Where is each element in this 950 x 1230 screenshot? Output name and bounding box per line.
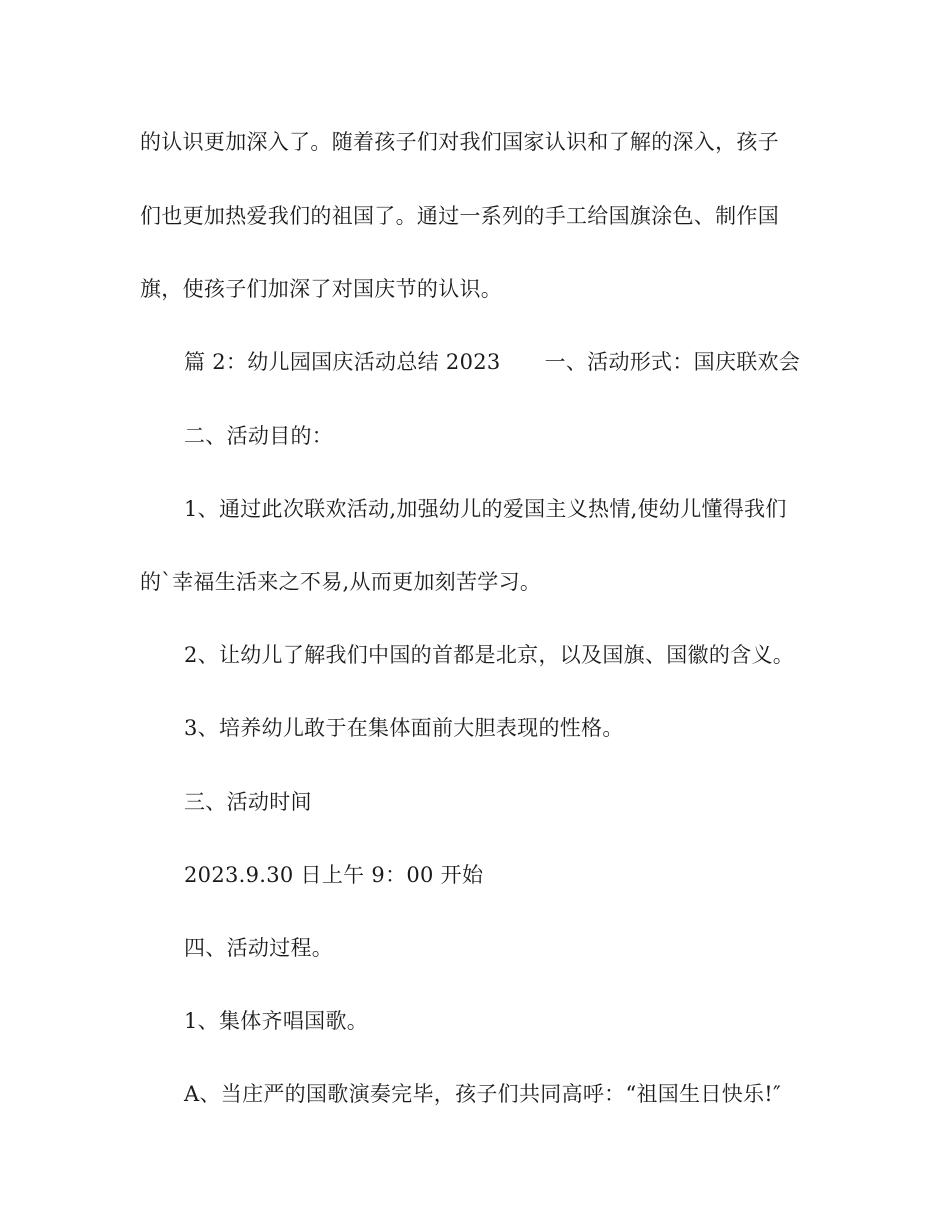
activity-time-value: 2023.9.30 日上午 9：00 开始	[184, 863, 484, 887]
list-item-continuation: 的`幸福生活来之不易,从而更加刻苦学习。	[140, 570, 542, 594]
activity-form: 一、活动形式：国庆联欢会	[544, 350, 801, 374]
section-title: 篇 2：幼儿园国庆活动总结 2023	[184, 350, 501, 374]
paragraph-line: 的认识更加深入了。随着孩子们对我们国家认识和了解的深入，孩子	[140, 130, 779, 154]
list-item: 1、通过此次联欢活动,加强幼儿的爱国主义热情,使幼儿懂得我们	[184, 497, 787, 521]
section-heading-line	[184, 348, 800, 376]
list-item: 1、集体齐唱国歌。	[184, 1009, 369, 1033]
list-item: 2、让幼儿了解我们中国的首都是北京，以及国旗、国徽的含义。	[184, 643, 795, 667]
list-item: 3、培养幼儿敢于在集体面前大胆表现的性格。	[184, 716, 624, 740]
paragraph-line: 旗，使孩子们加深了对国庆节的认识。	[140, 277, 503, 301]
heading-activity-process: 四、活动过程。	[184, 936, 334, 960]
paragraph-line: 们也更加热爱我们的祖国了。通过一系列的手工给国旗涂色、制作国	[140, 204, 779, 228]
heading-activity-purpose: 二、活动目的：	[184, 424, 334, 448]
list-item: A、当庄严的国歌演奏完毕，孩子们共同高呼：“祖国生日快乐!″	[184, 1082, 782, 1106]
heading-activity-time: 三、活动时间	[184, 790, 312, 814]
